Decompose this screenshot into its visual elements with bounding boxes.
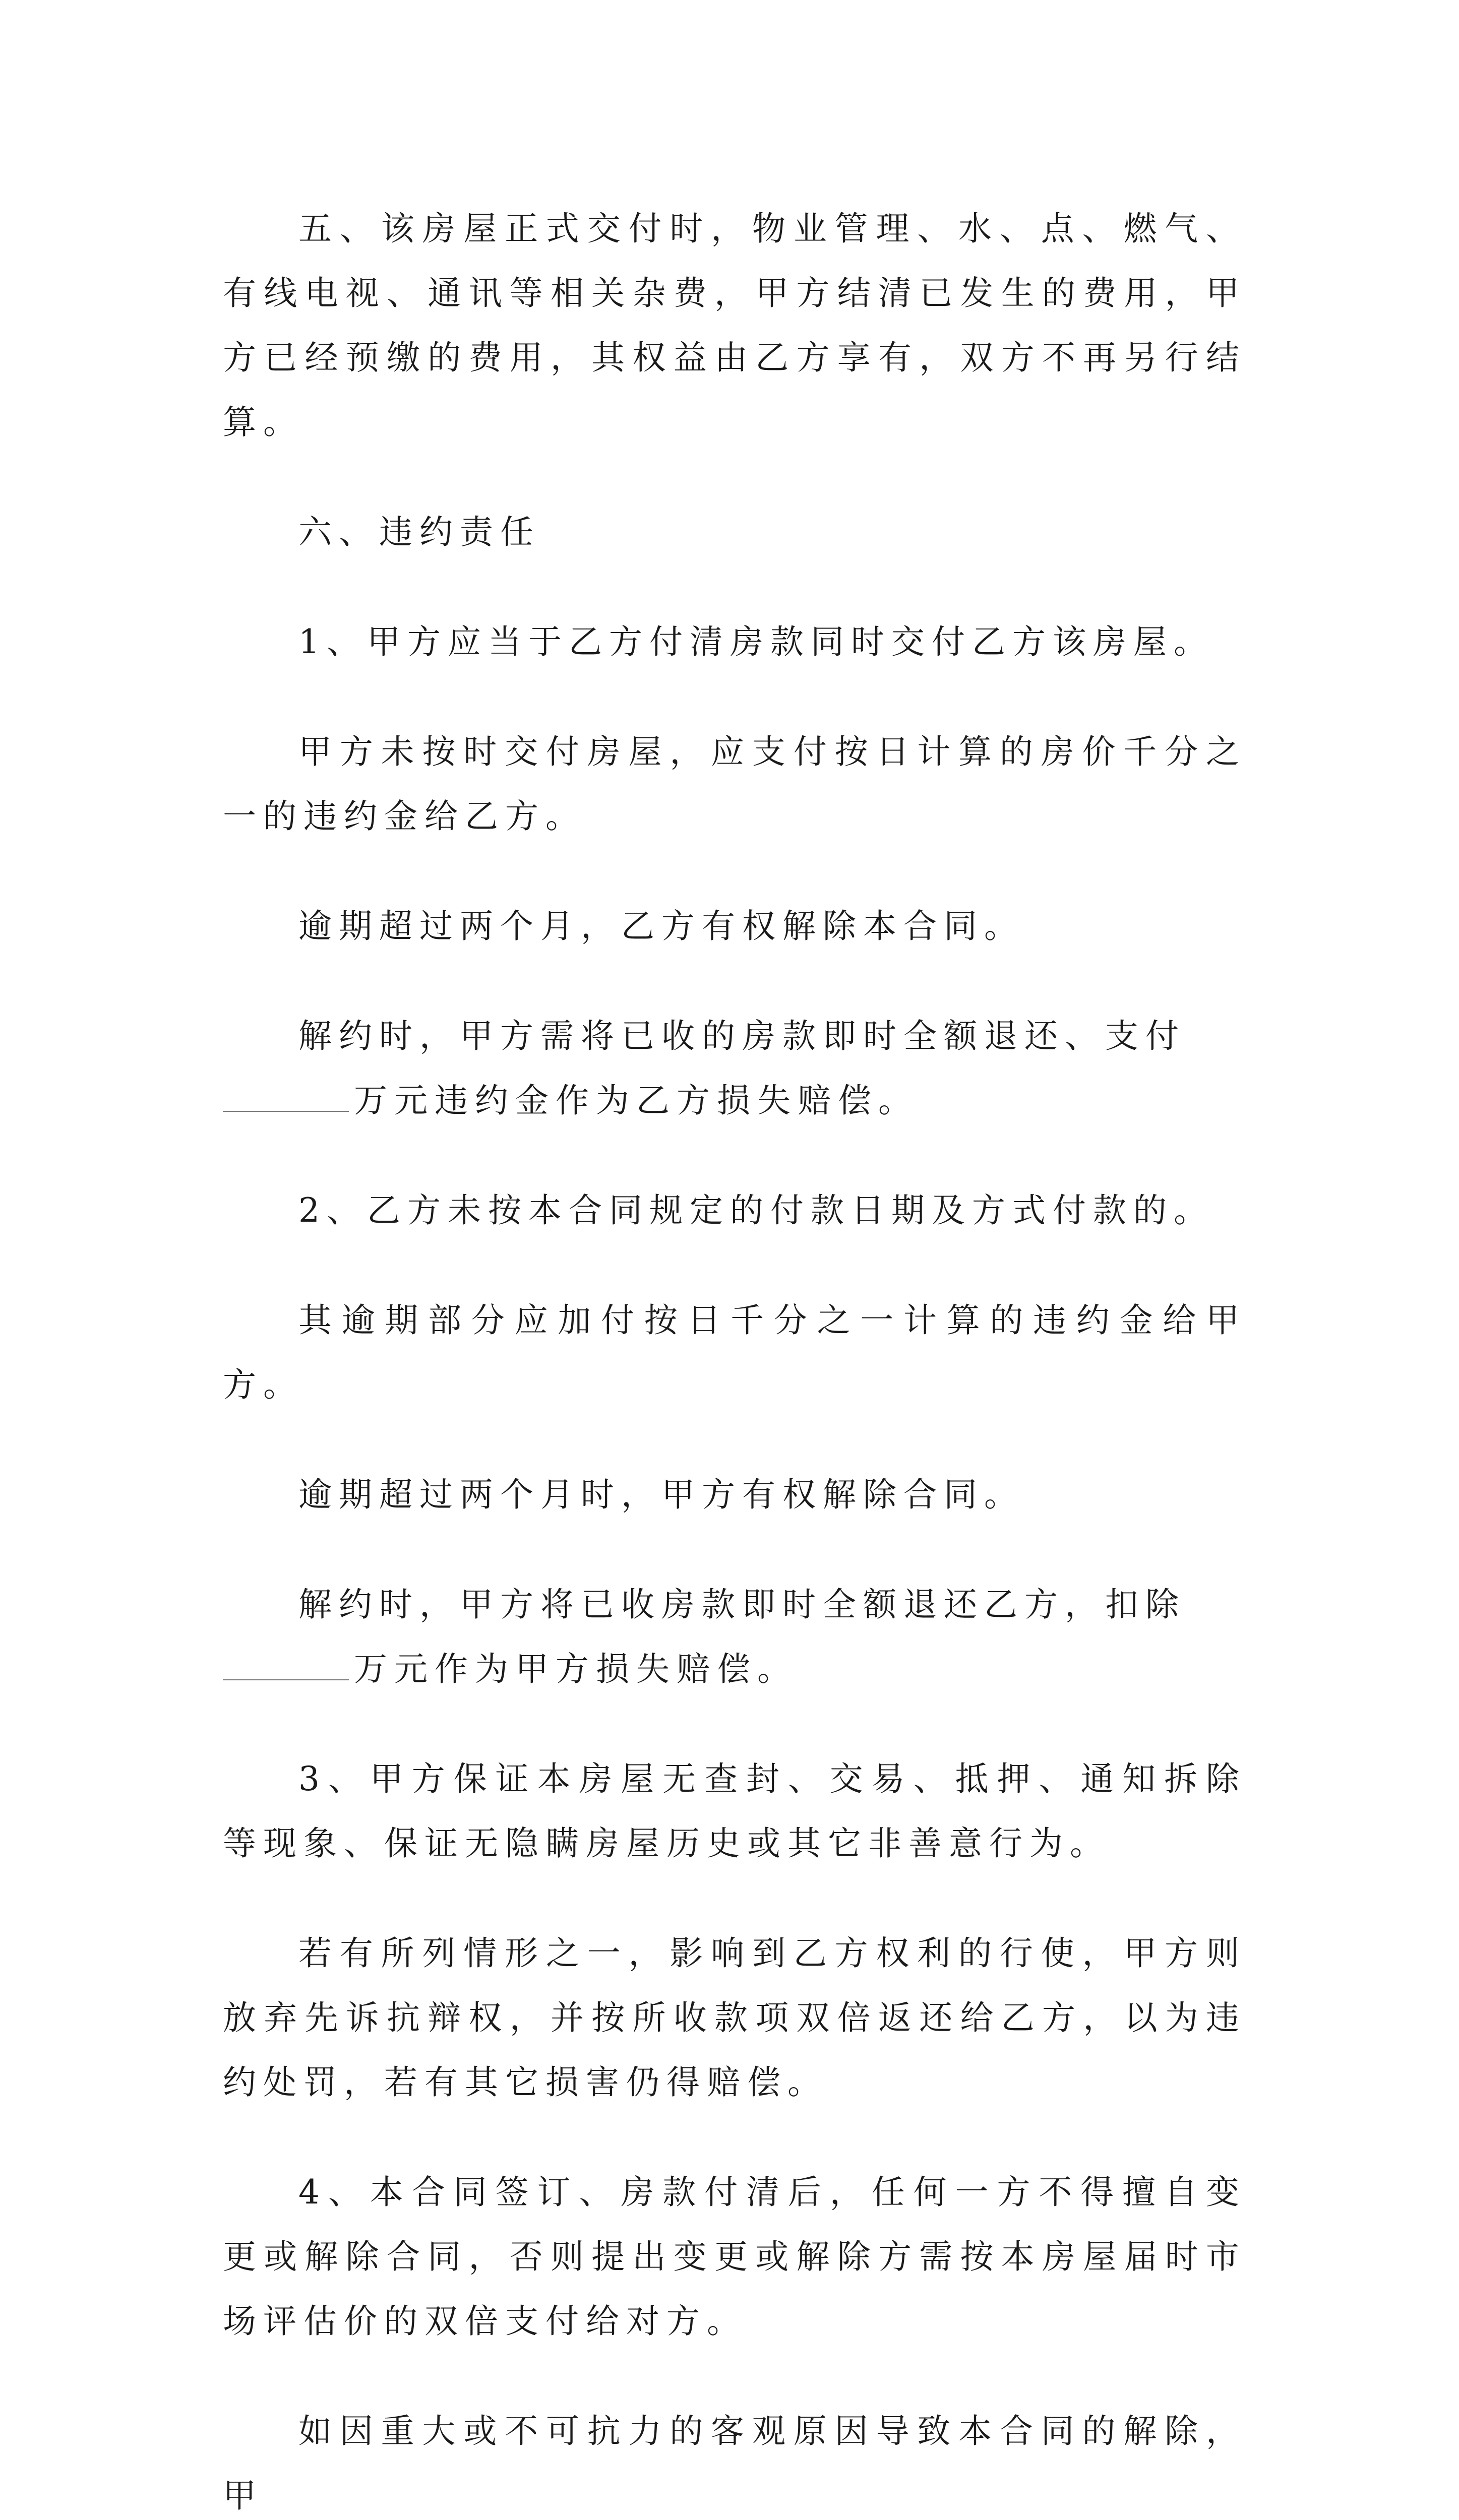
penalty-amount-blank bbox=[223, 1110, 349, 1112]
late-payment-penalty-paragraph: 其逾期部分应加付按日千分之一计算的违约金给甲方。 bbox=[223, 1301, 1246, 1404]
seller-penalty-text: 万元违约金作为乙方损失赔偿。 bbox=[354, 1081, 919, 1120]
buyer-termination-right-paragraph: 逾期超过两个月，乙方有权解除本合同。 bbox=[298, 907, 1024, 946]
clause-6-3-paragraph: 3、甲方保证本房屋无查封、交易、抵押、通知拆除等现象、保证无隐瞒房屋历史或其它非善意行为。 bbox=[223, 1759, 1246, 1863]
deduction-amount-blank bbox=[223, 1679, 349, 1680]
clause-6-4-paragraph: 4、本合同签订、房款付清后，任何一方不得擅自变更或解除合同，否则提出变更或解除方需按本房屋届时市场评估价的双倍支付给对方。 bbox=[223, 2173, 1246, 2341]
section-6-heading: 六、违约责任 bbox=[298, 513, 540, 551]
clause-5-paragraph: 五、该房屋正式交付时，物业管理、水、点、燃气、有线电视、通讯等相关杂费，甲方结清已发生的费用，甲方已经预缴的费用，其权益由乙方享有，双方不再另行结算。 bbox=[223, 209, 1246, 442]
late-delivery-penalty-paragraph: 甲方未按时交付房屋，应支付按日计算的房价千分之一的违约金给乙方。 bbox=[223, 732, 1246, 836]
buyer-refund-paragraph: 解约时，甲方将已收房款即时全额退还乙方，扣除 bbox=[298, 1585, 1186, 1624]
buyer-penalty-text: 万元作为甲方损失赔偿。 bbox=[354, 1650, 798, 1688]
force-majeure-paragraph: 如因重大或不可抗力的客观原因导致本合同的解除，甲 bbox=[223, 2412, 1246, 2515]
clause-6-2-paragraph: 2、乙方未按本合同规定的付款日期及方式付款的。 bbox=[298, 1191, 1214, 1230]
clause-6-1-paragraph: 1、甲方应当于乙方付清房款同时交付乙方该房屋。 bbox=[298, 622, 1214, 661]
seller-refund-paragraph: 解约时，甲方需将已收的房款即时全额退还、支付 bbox=[298, 1017, 1186, 1055]
double-refund-paragraph: 若有所列情形之一，影响到乙方权利的行使，甲方则放弃先诉抗辩权，并按所收款项双倍返还给乙方，以为违约处罚，若有其它损害仍得赔偿。 bbox=[223, 1934, 1246, 2102]
buyer-penalty-line bbox=[223, 1637, 1246, 1702]
seller-termination-right-paragraph: 逾期超过两个月时，甲方有权解除合同。 bbox=[298, 1475, 1024, 1514]
seller-penalty-line bbox=[223, 1068, 1246, 1133]
document-body bbox=[223, 197, 1246, 2520]
